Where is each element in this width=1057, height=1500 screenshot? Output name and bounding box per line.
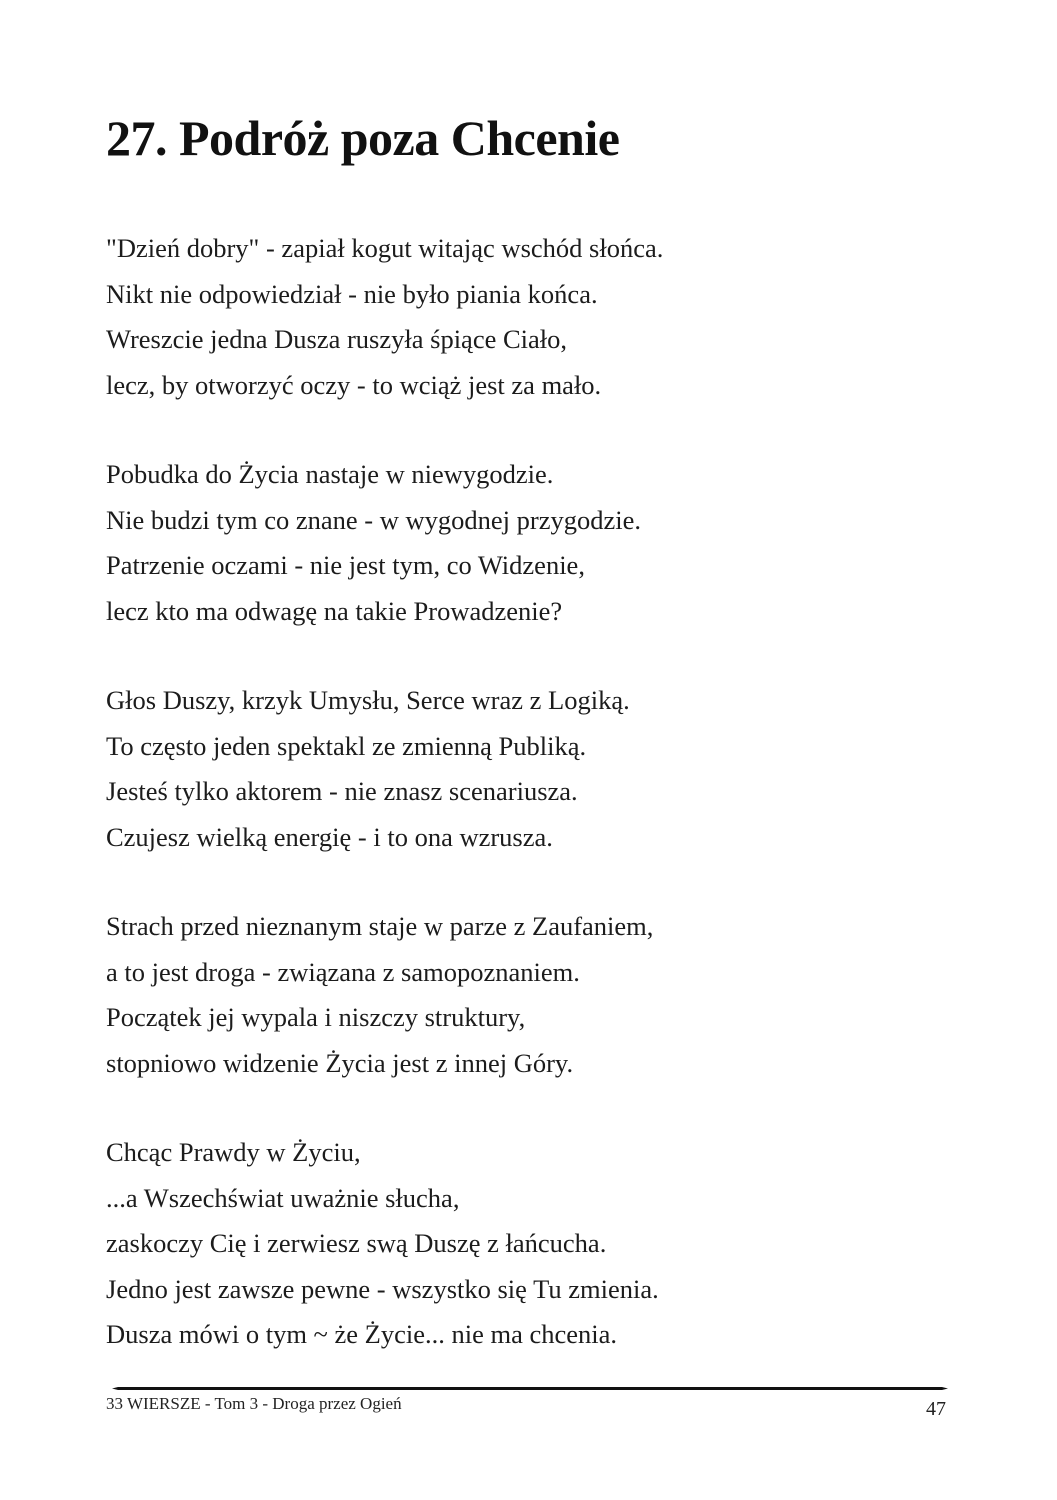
poem-line: Czujesz wielką energię - i to ona wzrusza. (106, 821, 553, 852)
page-number: 47 (926, 1398, 946, 1420)
stanza (106, 226, 956, 408)
poem-line: a to jest droga - związana z samopoznaniem. (106, 956, 580, 987)
poem-line: Strach przed nieznanym staje w parze z Zaufaniem, (106, 911, 654, 941)
stanza (106, 678, 956, 860)
poem-title: 27. Podróż poza Chcenie (106, 110, 620, 166)
poem-line: lecz, by otworzyć oczy - to wciąż jest za mało. (106, 369, 602, 400)
poem-line: zaskoczy Cię i zerwiesz swą Duszę z łańcucha. (106, 1228, 607, 1258)
poem-line: To często jeden spektakl ze zmienną Publiką. (106, 730, 587, 761)
poem-line: lecz kto ma odwagę na takie Prowadzenie? (106, 595, 563, 626)
poem-line: Nie budzi tym co znane - w wygodnej przygodzie. (106, 504, 641, 535)
poem-line: Jesteś tylko aktorem - nie znasz scenariusza. (106, 776, 578, 806)
poem-line: Głos Duszy, krzyk Umysłu, Serce wraz z Logiką. (106, 685, 630, 715)
stanza (106, 904, 956, 1086)
poem-body (106, 226, 956, 1402)
poem-line: stopniowo widzenie Życia jest z innej Góry. (106, 1047, 574, 1078)
poem-line: Jedno jest zawsze pewne - wszystko się Tu zmienia. (106, 1273, 659, 1304)
poem-line: "Dzień dobry" - zapiał kogut witając wschód słońca. (106, 233, 664, 263)
footer-book-title: 33 WIERSZE - Tom 3 - Droga przez Ogień (106, 1394, 402, 1413)
poem-line: Nikt nie odpowiedział - nie było piania końca. (106, 278, 598, 309)
poem-line: Pobudka do Życia nastaje w niewygodzie. (106, 459, 554, 489)
poem-line: Początek jej wypala i niszczy struktury, (106, 1002, 526, 1032)
poem-line: Patrzenie oczami - nie jest tym, co Widzenie, (106, 550, 585, 580)
stanza (106, 1130, 956, 1358)
poem-line: Wreszcie jedna Dusza ruszyła śpiące Ciało, (106, 324, 568, 354)
poem-line: Dusza mówi o tym ~ że Życie... nie ma chcenia. (106, 1319, 618, 1349)
footer-divider (112, 1387, 948, 1390)
poem-line: Chcąc Prawdy w Życiu, (106, 1137, 361, 1167)
stanza (106, 452, 956, 634)
poem-line: ...a Wszechświat uważnie słucha, (106, 1182, 460, 1213)
